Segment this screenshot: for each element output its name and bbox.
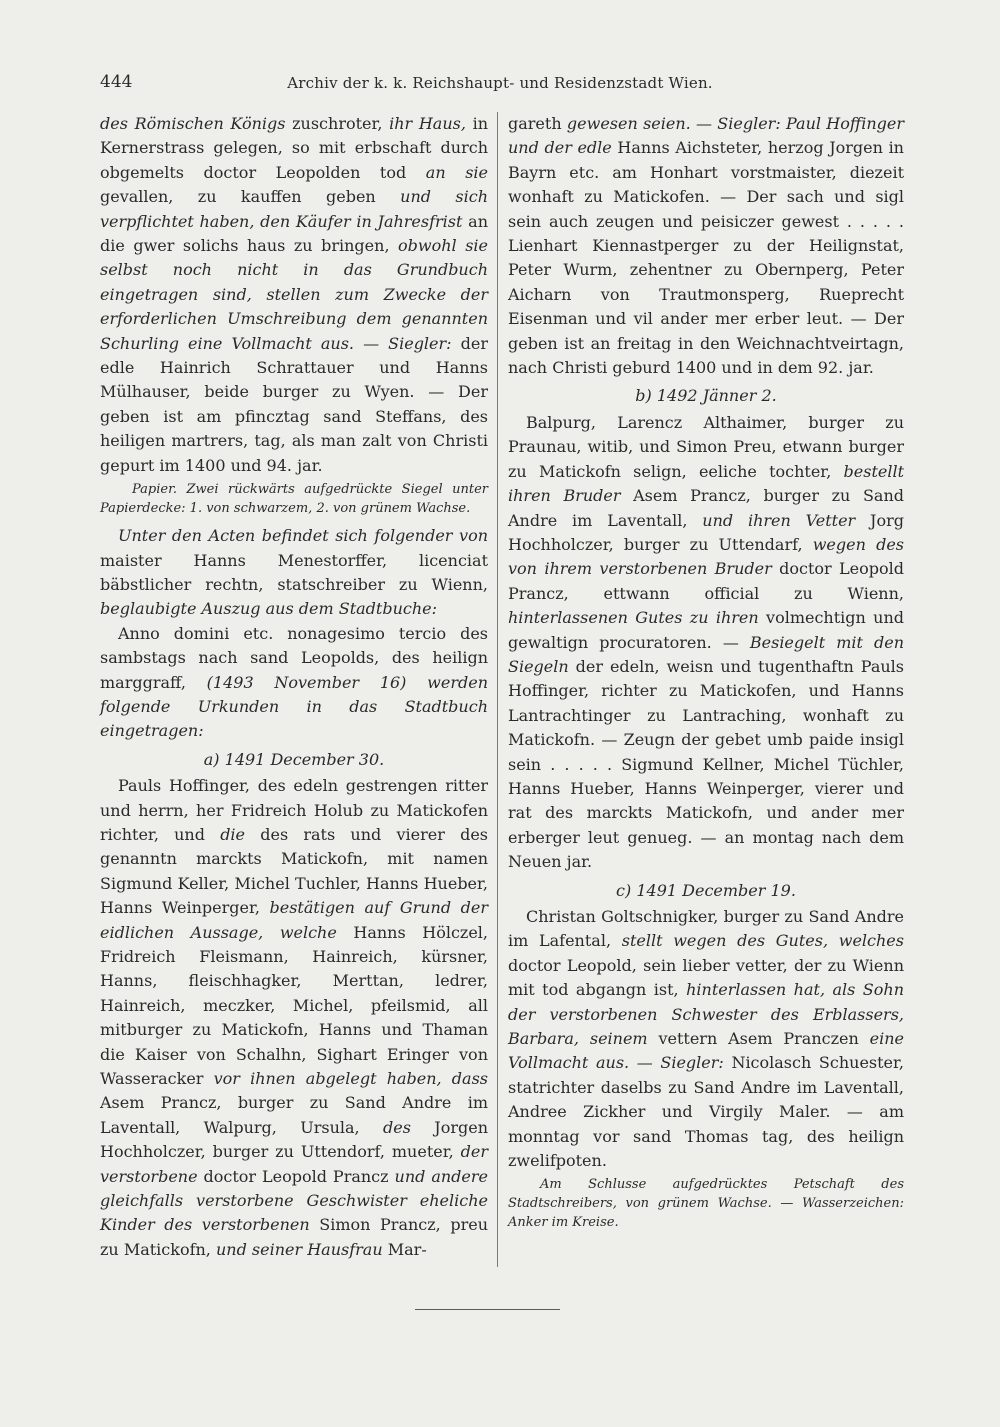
italic-run: stellt wegen des Gutes, welches xyxy=(621,931,904,951)
italic-run: beglaubigte Auszug aus dem Stadtbuche: xyxy=(100,599,438,619)
italic-run: (1493 November 16) werden folgende Urkunden in das Stadtbuch eingetragen: xyxy=(100,672,488,741)
paragraph xyxy=(100,622,488,744)
italic-run: obwohl sie selbst noch nicht in das Grundbuch eingetragen sind, stellen zum Zwecke der erforderlichen Umschreibung dem genannten Schurling eine Vollmacht aus. — Siegler: xyxy=(100,236,488,353)
text-run: vettern Asem Pranczen xyxy=(647,1029,870,1049)
italic-run: hinterlassen hat, als Sohn der verstorbenen Schwester des Erblassers, Barbara, seinem xyxy=(508,980,905,1049)
text-run: gevallen, zu kauffen geben xyxy=(100,187,401,207)
text-run: der edeln, weisn und tugenthaftn Pauls Hoffinger, richter zu Matickofen, und Hanns Lantrachtinger zu Lantraching, wonhaft zu Matickofn. — Zeugn der gebet umb paide insigl sein . . . . . Sigmund Kellner, Michel Tüchler, Hanns Hueber, Hanns Weinperger, vierer und rat des marckts Matickofn, und ander mer erberger leut genueg. — an montag nach dem Neuen jar. xyxy=(508,656,904,872)
section-heading: a) 1491 December 30. xyxy=(203,749,385,769)
italic-run: des Römischen Königs xyxy=(100,114,286,133)
text-run: Pauls Hoffinger, des edeln gestrengen ritter und herrn, her Fridreich Holub zu Matickofen richter, und xyxy=(100,776,488,844)
column-divider xyxy=(497,112,498,1267)
text-run: Hanns Aichsteter, herzog Jorgen in Bayrn etc. am Honhart vorstmaister, diezeit wonhaft zu Matickofen. — Der sach und sigl sein auch zeugen und peisiczer gewest . . . . . Lienhart Kiennastperger zu der Heilignstat, Peter Wurm, zehentner zu Obernperg, Peter Aicharn von Trautmonsperg, Rueprecht Eisenman und vil ander mer erber leut. — Der geben ist an freitag in den Weichnachtveirtagn, nach Christi geburd 1400 und in dem 92. jar. xyxy=(508,138,904,378)
italic-run: die xyxy=(220,824,246,844)
text-run: zuschroter, xyxy=(285,114,390,133)
text-run: Simon Prancz, preu zu Matickofn, xyxy=(100,1215,489,1259)
italic-run: und ihren Vetter xyxy=(702,510,856,530)
right-column xyxy=(508,112,904,1238)
italic-run: vor ihnen abgelegt haben, dass xyxy=(213,1069,489,1089)
paragraph xyxy=(508,905,904,1173)
italic-run: Besiegelt mit den Siegeln xyxy=(508,632,904,676)
text-run: Nicolasch Schuester, statrichter daselbs zu Sand Andre im Laventall, Andree Zickher und Virgily Maler. — am monntag vor sand Thomas tag, des heilign zwelifpoten. xyxy=(508,1053,905,1171)
italic-run: bestellt ihren Bruder xyxy=(508,461,904,506)
italic-run: der verstorbene xyxy=(100,1142,488,1186)
paragraph xyxy=(508,411,904,875)
text-run: maister Hanns Menestorffer, licenciat bäbstlicher rechtn, statschreiber zu Wienn, xyxy=(100,550,488,594)
text-run: der edle Hainrich Schrattauer und Hanns Mülhauser, beide burger zu Wyen. — Der geben ist am pfincztag sand Steffans, des heiligen martrers, tag, als man zalt von Christi gepurt im 1400 und 94. jar. xyxy=(100,333,488,475)
italic-run: eine Vollmacht aus. — Siegler: xyxy=(508,1029,905,1073)
text-run: in Kernerstrass gelegen, so mit erbschaft durch obgemelts doctor Leopolden tod xyxy=(100,114,489,182)
text-run: Hanns Hölczel, Fridreich Fleismann, Hainreich, kürsner, Hanns, fleischhagker, Merttan, ledrer, Hainreich, meczker, Michel, pfeilsmid, all mitburger zu Matickofn, Hanns und Thaman die Kaiser von Schalhn, Sighart Eringer von Wasseracker xyxy=(100,922,488,1089)
italic-run: wegen des von ihrem verstorbenen Bruder xyxy=(508,534,905,579)
italic-run: Unter den Acten befindet sich folgender von xyxy=(118,526,488,546)
text-run: volmechtign und gewaltign procuratoren. — xyxy=(508,608,904,652)
page-number: 444 xyxy=(100,72,133,92)
text-run: doctor Leopold Prancz xyxy=(197,1166,395,1186)
footer-rule xyxy=(415,1309,560,1310)
text-run: Asem Prancz, burger zu Sand Andre im Laventall, Walpurg, Ursula, xyxy=(100,1093,488,1137)
running-title: Archiv der k. k. Reichshaupt- und Residenzstadt Wien. xyxy=(287,74,713,92)
italic-run: an sie xyxy=(425,162,488,182)
page-header xyxy=(100,72,900,100)
section-heading: c) 1491 December 19. xyxy=(616,880,796,900)
text-run: Mar- xyxy=(382,1239,427,1259)
text-run: Anno domini etc. nonagesimo tercio des sambstags nach sand Leopolds, des heilign marggraff, xyxy=(100,623,488,692)
paragraph xyxy=(100,524,488,622)
italic-run: gewesen seien. — Siegler: Paul Hoffinger und der edle xyxy=(508,114,904,158)
italic-run: des xyxy=(383,1117,411,1137)
italic-run: und andere gleichfalls verstorbene Geschwister eheliche Kinder des verstorbenen xyxy=(100,1166,489,1235)
text-run: Asem Prancz, burger zu Sand Andre im Laventall, xyxy=(508,486,904,530)
text-run: des rats und vierer des genanntn marckts Matickofn, mit namen Sigmund Keller, Michel Tuchler, Hanns Hueber, Hanns Weinperger, xyxy=(100,824,488,918)
footnote: Papier. Zwei rückwärts aufgedrückte Siegel unter Papierdecke: 1. von schwarzem, 2. von grünem Wachse. xyxy=(100,482,488,517)
paragraph xyxy=(100,112,488,478)
italic-run: und sich verpflichtet haben, den Käufer in Jahresfrist xyxy=(100,187,489,231)
text-run: doctor Leopold Prancz, ettwann official zu Wienn, xyxy=(508,559,904,603)
text-run: Christan Goltschnigker, burger zu Sand Andre im Lafental, xyxy=(508,907,904,951)
section-heading: b) 1492 Jänner 2. xyxy=(635,386,777,406)
italic-run: ihr Haus, xyxy=(389,114,466,133)
text-run: Jorg Hochholczer, burger zu Uttendarf, xyxy=(508,510,904,554)
text-run: Balpurg, Larencz Althaimer, burger zu Praunau, witib, und Simon Preu, etwann burger zu Matickofn selign, eeliche tochter, xyxy=(508,412,904,481)
text-run: gareth xyxy=(508,114,567,133)
footnote: Am Schlusse aufgedrücktes Petschaft des Stadtschreibers, von grünem Wachse. — Wasserzeichen: Anker im Kreise. xyxy=(508,1177,904,1231)
left-column xyxy=(100,112,488,1262)
text-run: Jorgen Hochholczer, burger zu Uttendorf, mueter, xyxy=(100,1117,488,1162)
italic-run: und seiner Hausfrau xyxy=(215,1239,383,1259)
text-run: an die gwer solichs haus zu bringen, xyxy=(100,211,489,256)
paragraph xyxy=(508,112,904,380)
text-run: doctor Leopold, sein lieber vetter, der zu Wienn mit tod abgangn ist, xyxy=(508,955,904,1000)
italic-run: hinterlassenen Gutes zu ihren xyxy=(508,608,759,628)
italic-run: bestätigen auf Grund der eidlichen Aussage, welche xyxy=(100,898,489,942)
paragraph xyxy=(100,774,488,1262)
